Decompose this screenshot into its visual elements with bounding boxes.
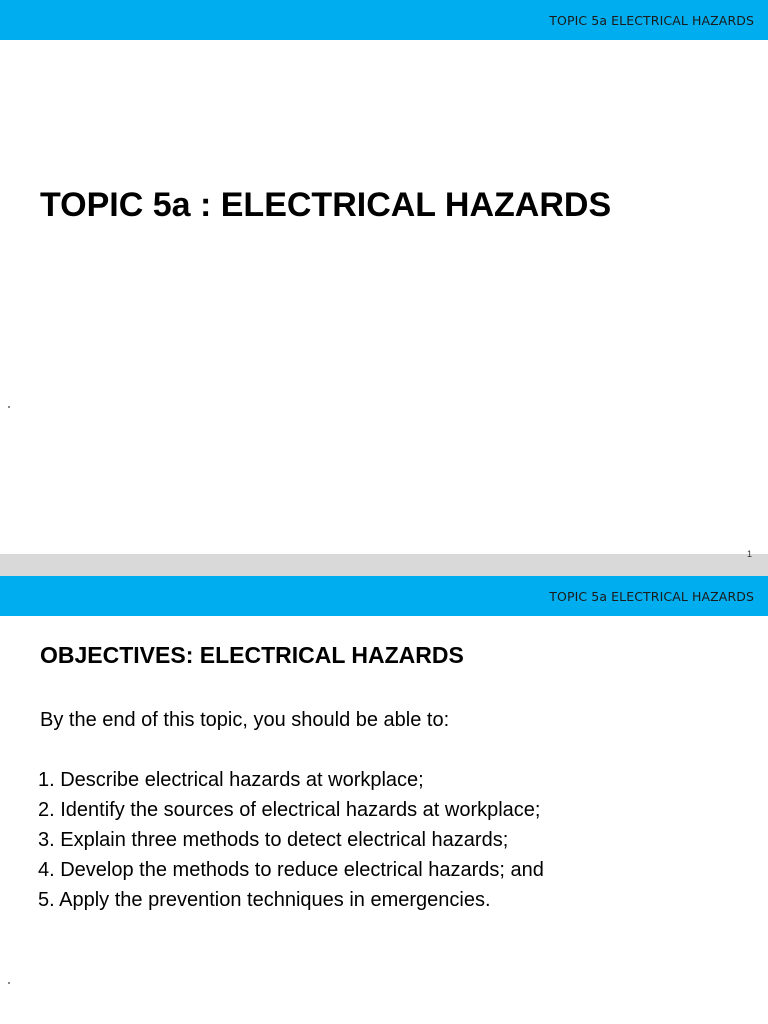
- slide-number: 1: [746, 549, 752, 559]
- slide-header-bar: [0, 0, 768, 40]
- objectives-list: [38, 765, 544, 915]
- objectives-intro: By the end of this topic, you should be able to:: [40, 709, 450, 731]
- objective-item: 5. Apply the prevention techniques in emergencies.: [38, 889, 491, 911]
- marker-dot: [8, 406, 10, 408]
- marker-dot: [8, 982, 10, 984]
- slide-title: TOPIC 5a : ELECTRICAL HAZARDS: [40, 186, 612, 224]
- objective-item: 1. Describe electrical hazards at workplace;: [38, 769, 424, 791]
- slide-header-text: TOPIC 5a ELECTRICAL HAZARDS: [549, 13, 754, 28]
- slide-header-text: TOPIC 5a ELECTRICAL HAZARDS: [549, 589, 754, 604]
- slide-header-bar: [0, 576, 768, 616]
- objectives-title: OBJECTIVES: ELECTRICAL HAZARDS: [40, 642, 464, 668]
- page-separator: [0, 554, 768, 576]
- objective-item: 2. Identify the sources of electrical hazards at workplace;: [38, 799, 541, 821]
- slide-2: [0, 576, 768, 1024]
- objective-item: 4. Develop the methods to reduce electrical hazards; and: [38, 859, 544, 881]
- objective-item: 3. Explain three methods to detect electrical hazards;: [38, 829, 509, 851]
